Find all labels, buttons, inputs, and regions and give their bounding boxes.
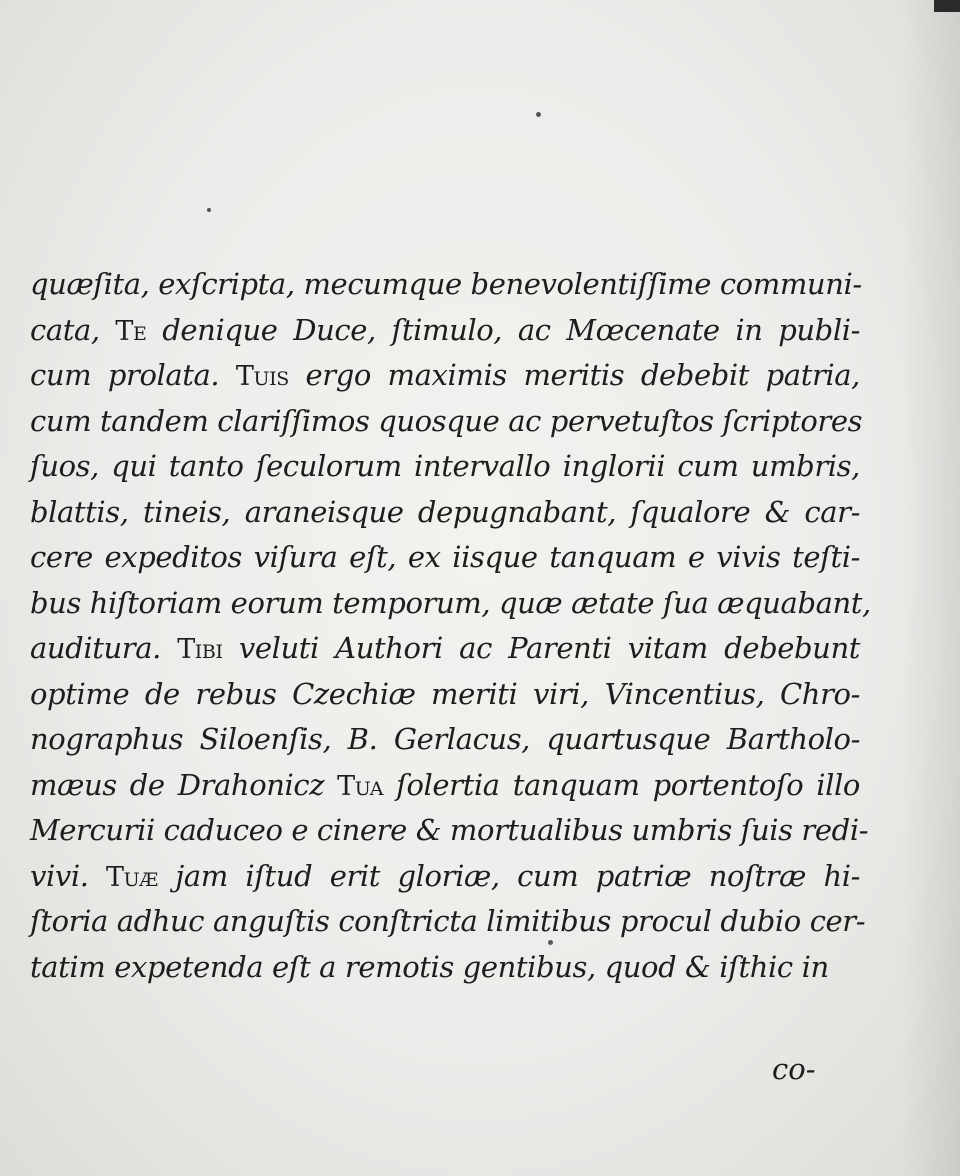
- text-segment: cum tandem clariſſimos quosque ac pervetuſtos ſcriptores: [30, 403, 863, 438]
- text-line: [30, 899, 866, 945]
- text-line: [30, 399, 863, 445]
- small-caps-word: Tua: [337, 770, 384, 802]
- small-caps-word: Tuæ: [106, 861, 158, 893]
- text-line: [30, 763, 860, 809]
- text-line: [30, 308, 860, 354]
- text-line: [30, 808, 869, 854]
- text-segment: ergo maximis meritis debebit patria,: [288, 358, 860, 392]
- text-segment: cum prolata.: [30, 358, 236, 392]
- text-line: [30, 854, 860, 900]
- text-line: [30, 945, 860, 991]
- text-line: [30, 717, 860, 763]
- small-caps-word: Te: [115, 315, 147, 347]
- text-segment: quæſita, exſcripta, mecumque benevolentiſſime communi-: [30, 267, 862, 301]
- small-caps-word: Tuis: [235, 361, 289, 392]
- text-line: [30, 490, 860, 536]
- text-line: [30, 626, 860, 672]
- text-line: [30, 353, 860, 399]
- ink-speck: [207, 208, 211, 212]
- text-segment: denique Duce, ſtimulo, ac Mœcenate in publi-: [146, 312, 860, 347]
- text-segment: tatim expetenda eſt a remotis gentibus, quod & iſthic in: [30, 949, 829, 984]
- text-segment: veluti Authori ac Parenti vitam debebunt: [222, 631, 860, 665]
- text-segment: nographus Siloenſis, B. Gerlacus, quartusque Bartholo-: [30, 722, 860, 756]
- text-line: [30, 535, 860, 581]
- text-line: [30, 444, 860, 490]
- text-segment: ſolertia tanquam portentoſo illo: [383, 767, 860, 802]
- text-line: [30, 672, 860, 718]
- text-segment: ſtoria adhuc anguſtis conſtricta limitibus procul dubio cer-: [30, 904, 866, 938]
- text-segment: optime de rebus Czechiæ meriti viri, Vincentius, Chro-: [30, 676, 860, 711]
- text-segment: mæus de Drahonicz: [30, 767, 338, 802]
- text-segment: blattis, tineis, araneisque depugnabant, ſqualore & car-: [30, 494, 860, 529]
- text-line: [30, 262, 860, 308]
- text-segment: bus hiſtoriam eorum temporum, quæ ætate ſua æquabant,: [30, 585, 871, 620]
- text-segment: cere expeditos viſura eſt, ex iisque tanquam e vivis teſti-: [30, 540, 860, 574]
- text-segment: jam iſtud erit gloriæ, cum patriæ noſtræ hi-: [157, 858, 860, 893]
- ink-speck: [536, 112, 541, 117]
- catchword: co-: [772, 1052, 816, 1086]
- text-segment: ſuos, qui tanto ſeculorum intervallo inglorii cum umbris,: [30, 449, 860, 483]
- text-segment: cata,: [30, 312, 116, 347]
- text-segment: Mercurii caduceo e cinere & mortualibus umbris ſuis redi-: [30, 813, 869, 847]
- corner-mark: [934, 0, 960, 12]
- text-segment: auditura.: [30, 631, 178, 665]
- text-line: [30, 581, 871, 627]
- small-caps-word: Tibi: [177, 634, 223, 665]
- text-segment: vivi.: [30, 858, 106, 893]
- body-text: [30, 262, 871, 990]
- page-edge-shadow: [900, 0, 960, 1176]
